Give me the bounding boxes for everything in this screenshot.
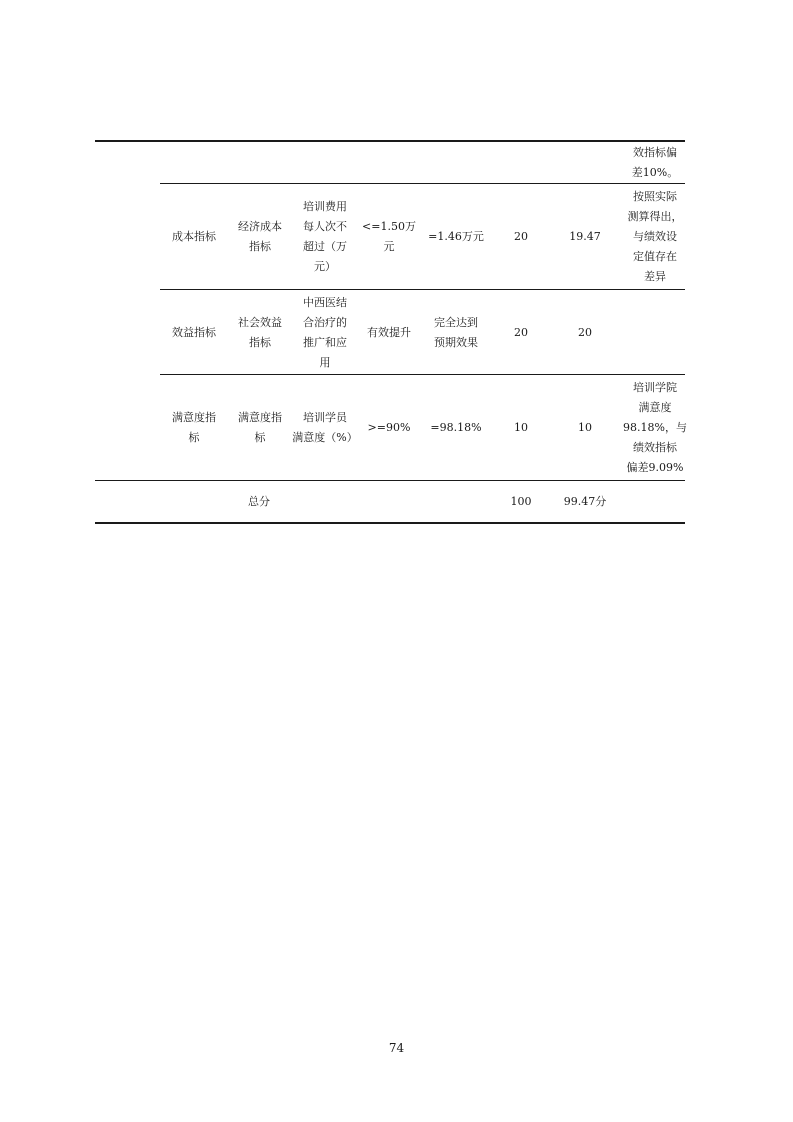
level2-indicator: 社会效益 指标 xyxy=(238,315,282,349)
target-value: >=90% xyxy=(367,421,411,434)
continuation-note: 效指标偏 差10%。 xyxy=(631,145,679,179)
deviation-note xyxy=(620,291,690,374)
actual-value: =98.18% xyxy=(430,421,482,434)
total-score: 99.47分 xyxy=(563,495,607,508)
level2-indicator: 满意度指 标 xyxy=(238,411,282,444)
level2-indicator: 经济成本 指标 xyxy=(238,220,282,253)
total-weight: 100 xyxy=(510,495,532,508)
deviation-note: 按照实际 测算得出， 与绩效设 定值存在 差异 xyxy=(627,190,683,283)
level1-indicator: 成本指标 xyxy=(172,230,216,243)
total-label: 总分 xyxy=(248,495,270,508)
level1-indicator: 效益指标 xyxy=(172,325,216,339)
target-value: <=1.50万 元 xyxy=(362,220,416,253)
deviation-note: 培训学院 满意度 98.18%，与 绩效指标 偏差9.09% xyxy=(623,381,687,474)
weight-value: 10 xyxy=(514,421,528,434)
level3-indicator: 中西医结 合治疗的 推广和应 用 xyxy=(303,295,347,369)
actual-value: =1.46万元 xyxy=(428,230,484,243)
level1-indicator: 满意度指 标 xyxy=(172,411,216,444)
target-value: 有效提升 xyxy=(367,325,411,339)
score-value: 20 xyxy=(578,325,592,339)
level3-indicator: 培训学员 满意度（%） xyxy=(292,411,358,444)
actual-value: 完全达到 预期效果 xyxy=(434,315,478,349)
table-top-border xyxy=(95,140,685,142)
weight-value: 20 xyxy=(514,230,528,243)
score-value: 19.47 xyxy=(569,230,601,243)
page-number: 74 xyxy=(388,1041,405,1055)
level3-indicator: 培训费用 每人次不 超过（万 元） xyxy=(303,200,347,273)
weight-value: 20 xyxy=(514,325,528,339)
score-value: 10 xyxy=(578,421,592,434)
table-bottom-border xyxy=(95,522,685,524)
